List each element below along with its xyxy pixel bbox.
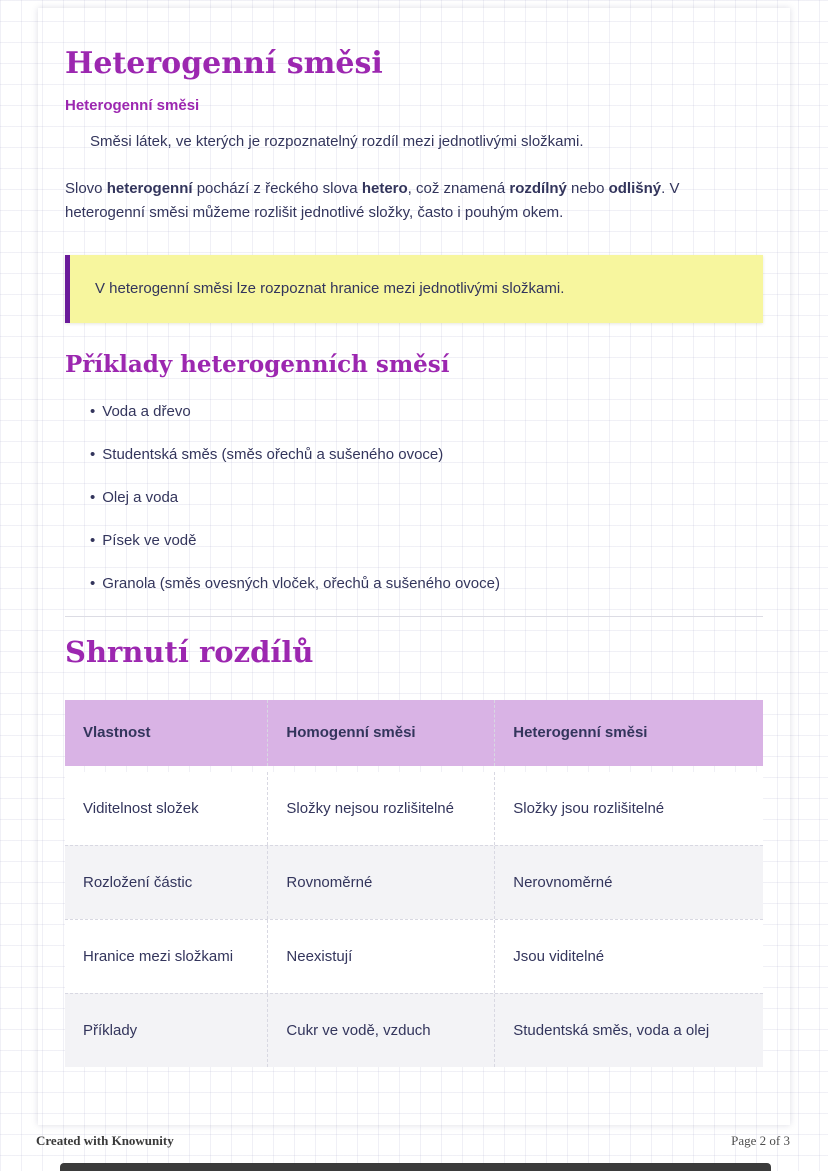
- table-header-cell: Vlastnost: [83, 724, 151, 741]
- table-cell: Rozložení částic: [83, 874, 193, 891]
- example-text: Granola (směs ovesných vloček, ořechů a sušeného ovoce): [102, 575, 500, 592]
- bold-term: heterogenní: [106, 180, 193, 197]
- table-cell: Rovnoměrné: [267, 846, 494, 919]
- table-body: [65, 772, 763, 1067]
- section-subheading: Heterogenní směsi: [65, 97, 200, 114]
- table-header-row: [65, 700, 763, 766]
- table-row: [65, 919, 763, 993]
- example-item: [90, 444, 763, 466]
- example-text: Voda a dřevo: [102, 403, 191, 420]
- table-header-cell: Homogenní směsi: [267, 700, 494, 766]
- page-footer: [36, 1133, 790, 1149]
- table-cell: Studentská směs, voda a olej: [494, 994, 763, 1067]
- example-item: [90, 401, 763, 423]
- paragraph-text: Slovo: [65, 180, 107, 197]
- table-row: [65, 772, 763, 845]
- bullet-icon: •: [90, 532, 96, 549]
- example-item: [90, 573, 763, 595]
- paragraph-text: nebo: [566, 180, 609, 197]
- page-sheet: [38, 8, 790, 1125]
- bullet-icon: •: [90, 403, 96, 420]
- table-cell: Příklady: [83, 1022, 138, 1039]
- example-item: [90, 530, 763, 552]
- example-text: Písek ve vodě: [102, 532, 197, 549]
- paragraph-text: , což znamená: [407, 180, 510, 197]
- table-header-cell: Heterogenní směsi: [494, 700, 763, 766]
- paragraph-text: pochází z řeckého slova: [192, 180, 362, 197]
- bold-term: hetero: [361, 180, 408, 197]
- table-row: [65, 993, 763, 1067]
- bottom-bar: [60, 1163, 771, 1171]
- bold-term: rozdílný: [509, 180, 567, 197]
- bold-term: odlišný: [608, 180, 662, 197]
- examples-list: [90, 401, 763, 595]
- paragraph-text: . V heterogenní směsi můžeme rozlišit jednotlivé složky, často i pouhým okem.: [65, 180, 680, 221]
- examples-heading: Příklady heterogenních směsí: [65, 351, 450, 378]
- table-cell: Viditelnost složek: [83, 800, 199, 817]
- table-cell: Neexistují: [267, 920, 494, 993]
- page-title: Heterogenní směsi: [65, 46, 383, 81]
- example-text: Studentská směs (směs ořechů a sušeného ovoce): [102, 446, 444, 463]
- bullet-icon: •: [90, 446, 96, 463]
- footer-credit: Created with Knowunity: [36, 1133, 174, 1148]
- table-cell: Jsou viditelné: [494, 920, 763, 993]
- summary-table: [65, 700, 763, 1067]
- table-row: [65, 845, 763, 919]
- table-cell: Cukr ve vodě, vzduch: [267, 994, 494, 1067]
- table-cell: Hranice mezi složkami: [83, 948, 234, 965]
- highlight-callout: [65, 255, 763, 323]
- definition-text: Směsi látek, ve kterých je rozpoznatelný rozdíl mezi jednotlivými složkami.: [90, 133, 584, 150]
- table-cell: Složky jsou rozlišitelné: [494, 772, 763, 845]
- intro-paragraph: [65, 177, 763, 225]
- callout-text: V heterogenní směsi lze rozpoznat hranice mezi jednotlivými složkami.: [95, 280, 565, 297]
- footer-page-number: Page 2 of 3: [731, 1133, 790, 1148]
- example-text: Olej a voda: [102, 489, 179, 506]
- table-cell: Nerovnoměrné: [494, 846, 763, 919]
- bullet-icon: •: [90, 575, 96, 592]
- example-item: [90, 487, 763, 509]
- table-cell: Složky nejsou rozlišitelné: [267, 772, 494, 845]
- section-divider: [65, 616, 763, 617]
- bullet-icon: •: [90, 489, 96, 506]
- summary-heading: Shrnutí rozdílů: [65, 635, 314, 669]
